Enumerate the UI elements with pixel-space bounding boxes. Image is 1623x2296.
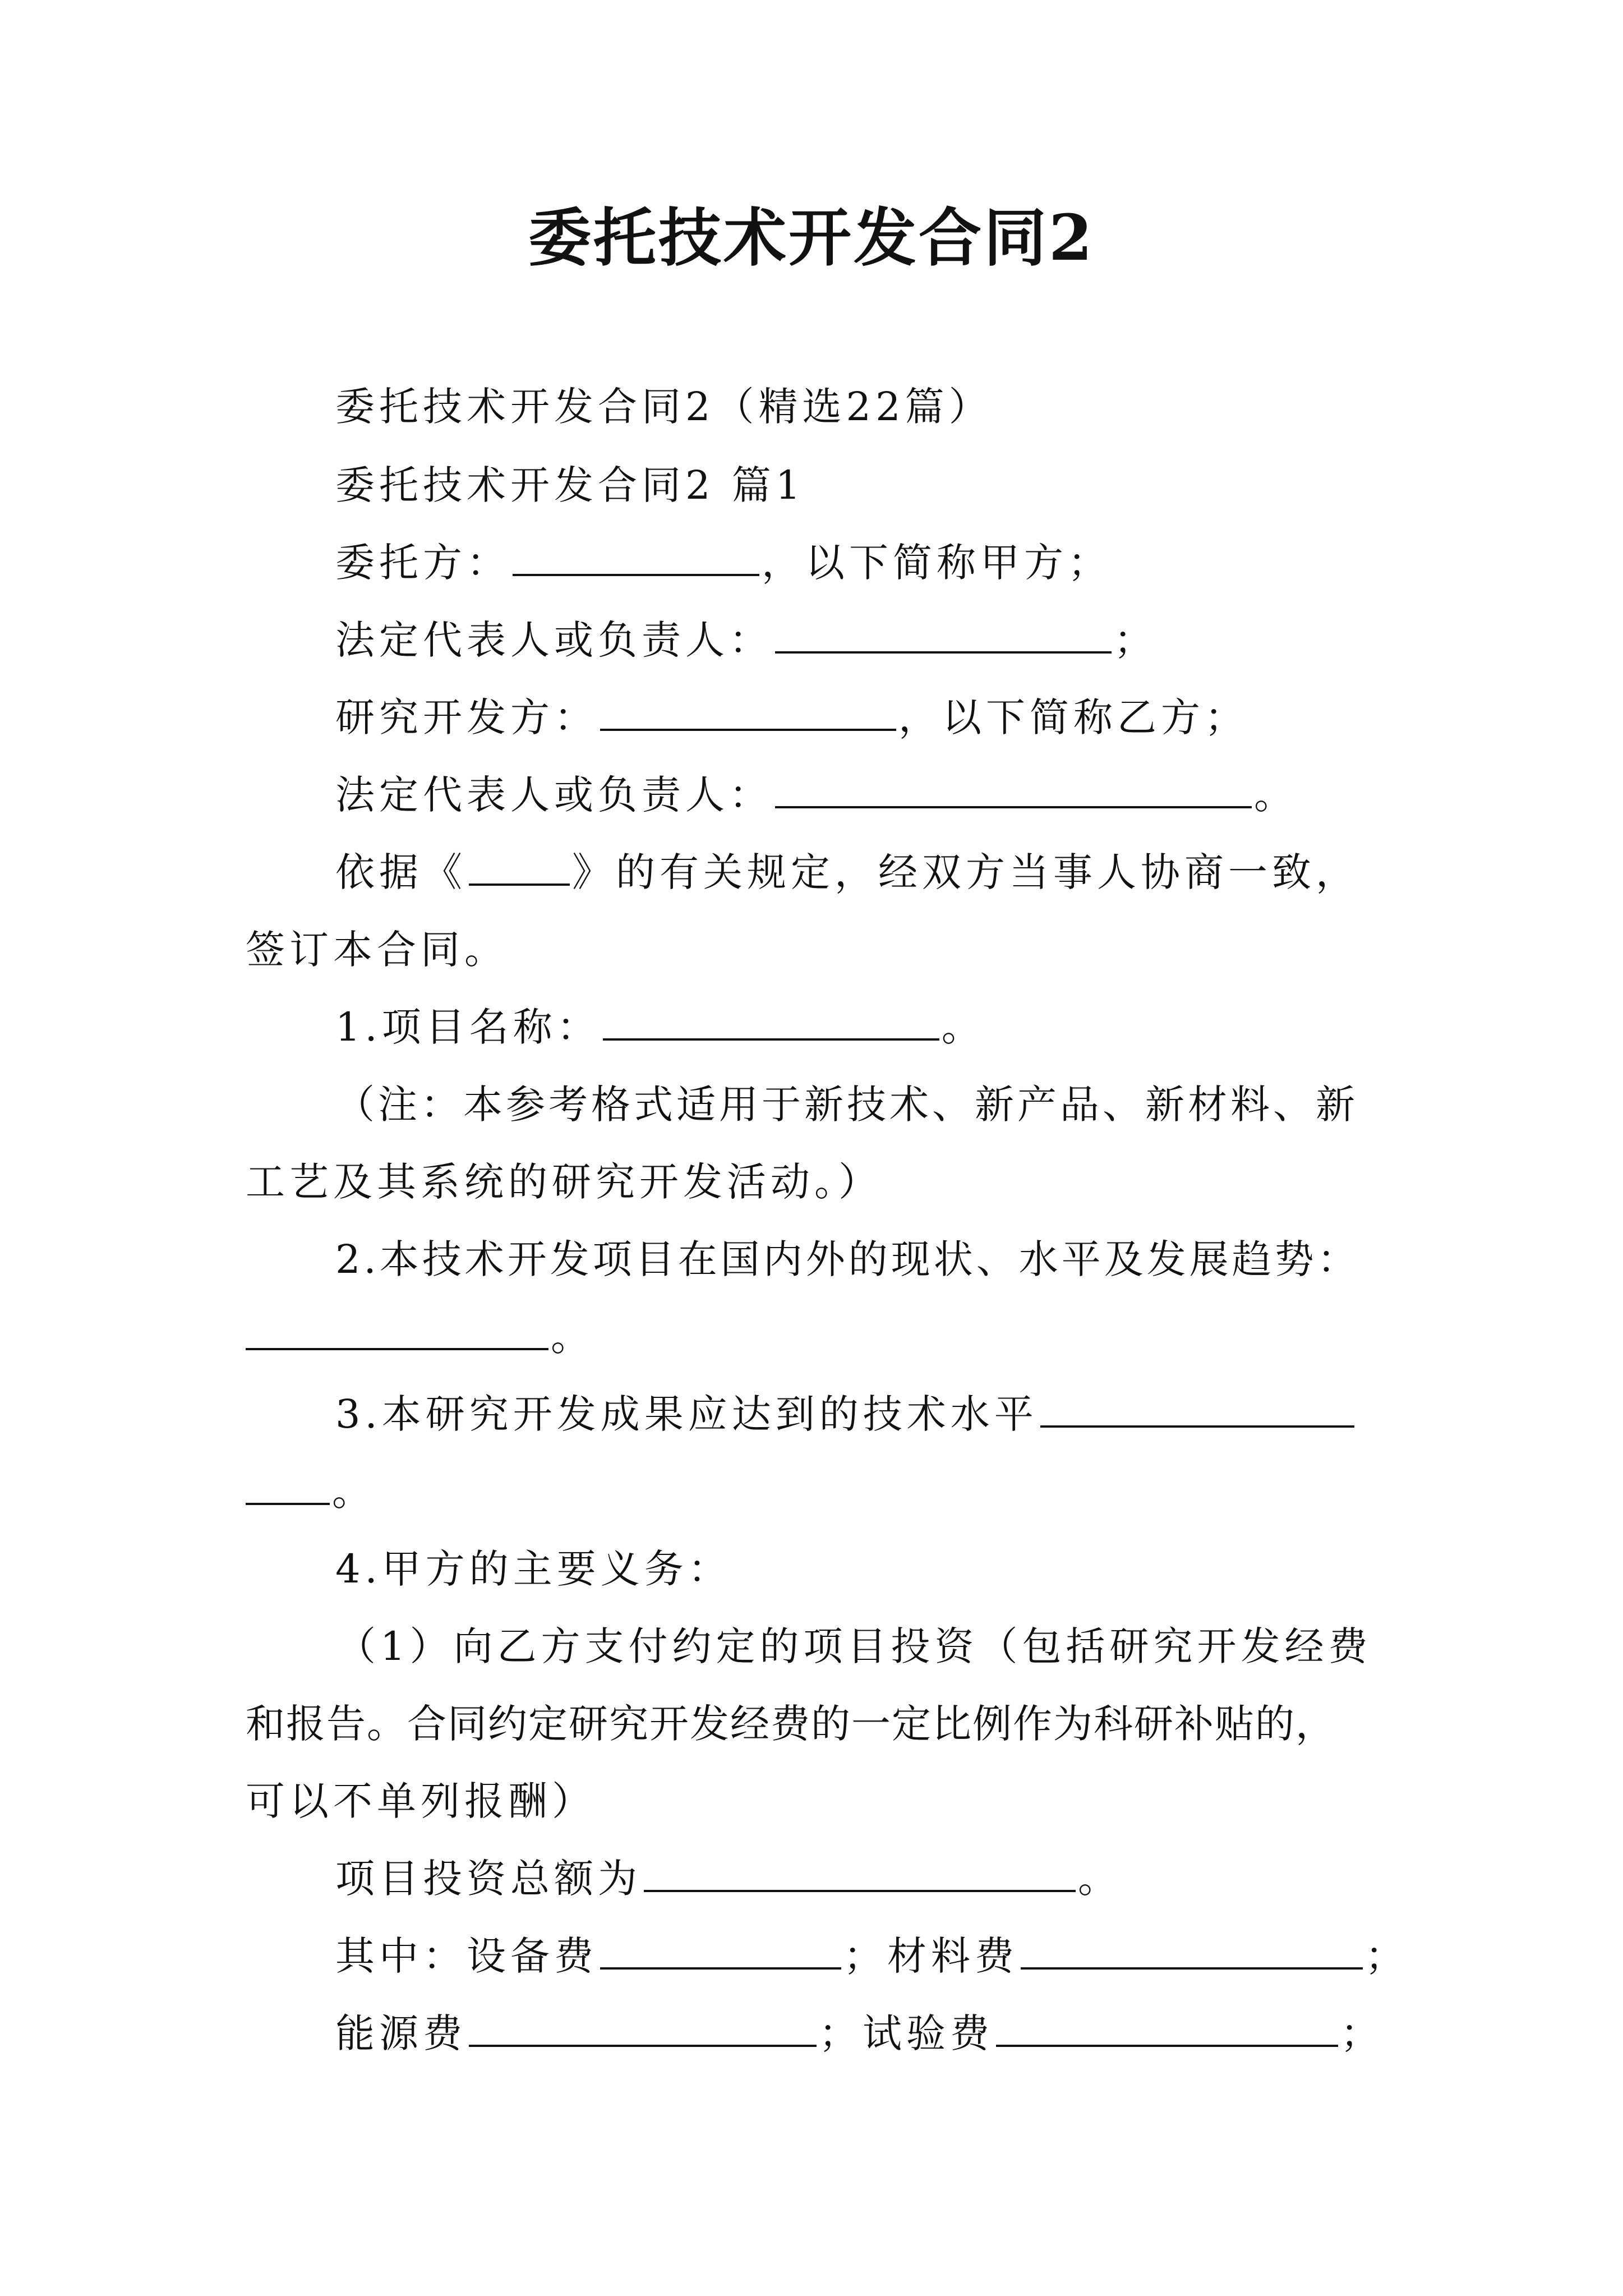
client-label: 委托方： <box>335 540 510 586</box>
item2-suffix: 。 <box>551 1314 594 1360</box>
client-blank <box>513 539 759 576</box>
item2-line-1: 2.本技术开发项目在国内外的现状、水平及发展趋势： <box>335 1236 1360 1282</box>
legal-rep-line-2 <box>335 770 1298 820</box>
item3-blank-2 <box>246 1468 330 1505</box>
note-line-2: 工艺及其系统的研究开发活动。） <box>246 1159 882 1205</box>
item1-label: 1.项目名称： <box>335 1004 601 1050</box>
basis-line-1 <box>335 847 1359 898</box>
item3-blank-1 <box>1040 1391 1354 1428</box>
equipment-label: 其中：设备费 <box>335 1933 598 1979</box>
item4-heading: 4.甲方的主要义务： <box>335 1546 732 1592</box>
basis-line-2: 签订本合同。 <box>246 927 508 973</box>
legal-rep-suffix-2: 。 <box>1254 772 1298 818</box>
developer-label: 研究开发方： <box>335 694 598 740</box>
test-blank <box>996 2010 1338 2047</box>
equipment-blank <box>600 1932 841 1970</box>
equipment-material-line <box>335 1931 1409 1981</box>
legal-rep-label-1: 法定代表人或负责人： <box>335 617 773 663</box>
section-heading: 委托技术开发合同2 篇1 <box>335 462 805 508</box>
item1-blank <box>603 1004 939 1041</box>
basis-blank <box>469 849 570 886</box>
item3-line-1 <box>335 1389 1357 1439</box>
developer-blank <box>600 694 896 731</box>
investment-suffix: 。 <box>1078 1856 1122 1902</box>
client-suffix: ，以下简称甲方； <box>762 540 1112 586</box>
test-suffix: ； <box>1340 2010 1384 2056</box>
legal-rep-suffix-1: ； <box>1114 617 1158 663</box>
test-label: 试验费 <box>863 2010 994 2056</box>
note-line-1: （注：本参考格式适用于新技术、新产品、新材料、新 <box>335 1082 1358 1128</box>
investment-blank <box>644 1855 1076 1892</box>
page-title: 委托技术开发合同2 <box>528 201 1095 275</box>
subtitle: 委托技术开发合同2（精选22篇） <box>335 384 993 430</box>
item2-blank <box>246 1313 548 1350</box>
investment-line <box>335 1853 1122 1904</box>
material-suffix: ； <box>1365 1933 1409 1979</box>
legal-rep-blank-2 <box>775 771 1252 808</box>
energy-test-line <box>335 2008 1384 2059</box>
energy-label: 能源费 <box>335 2010 467 2056</box>
energy-blank <box>469 2010 817 2047</box>
item1-suffix: 。 <box>941 1004 985 1050</box>
investment-label: 项目投资总额为 <box>335 1856 642 1902</box>
item3-suffix: 。 <box>332 1469 376 1515</box>
legal-rep-line-1 <box>335 615 1158 665</box>
basis-suffix: 》的有关规定，经双方当事人协商一致， <box>572 849 1359 895</box>
item3-label: 3.本研究开发成果应达到的技术水平 <box>335 1391 1038 1437</box>
legal-rep-label-2: 法定代表人或负责人： <box>335 772 773 818</box>
item3-line-2 <box>246 1466 376 1517</box>
equipment-sep: ； <box>843 1933 887 1979</box>
client-line <box>335 537 1112 588</box>
material-blank <box>1021 1932 1363 1970</box>
developer-line <box>335 692 1248 743</box>
legal-rep-blank-1 <box>775 616 1112 654</box>
item4-sub1-line-2: 和报告。合同约定研究开发经费的一定比例作为科研补贴的， <box>246 1701 1336 1747</box>
item2-line-2 <box>246 1312 594 1362</box>
item4-sub1-line-3: 可以不单列报酬） <box>246 1778 596 1824</box>
energy-sep: ； <box>819 2010 863 2056</box>
material-label: 材料费 <box>887 1933 1018 1979</box>
basis-prefix: 依据《 <box>335 849 467 895</box>
item4-sub1-line-1: （1）向乙方支付约定的项目投资（包括研究开发经费 <box>336 1623 1372 1669</box>
item1-line <box>335 1002 985 1052</box>
developer-suffix: ，以下简称乙方； <box>898 694 1248 740</box>
